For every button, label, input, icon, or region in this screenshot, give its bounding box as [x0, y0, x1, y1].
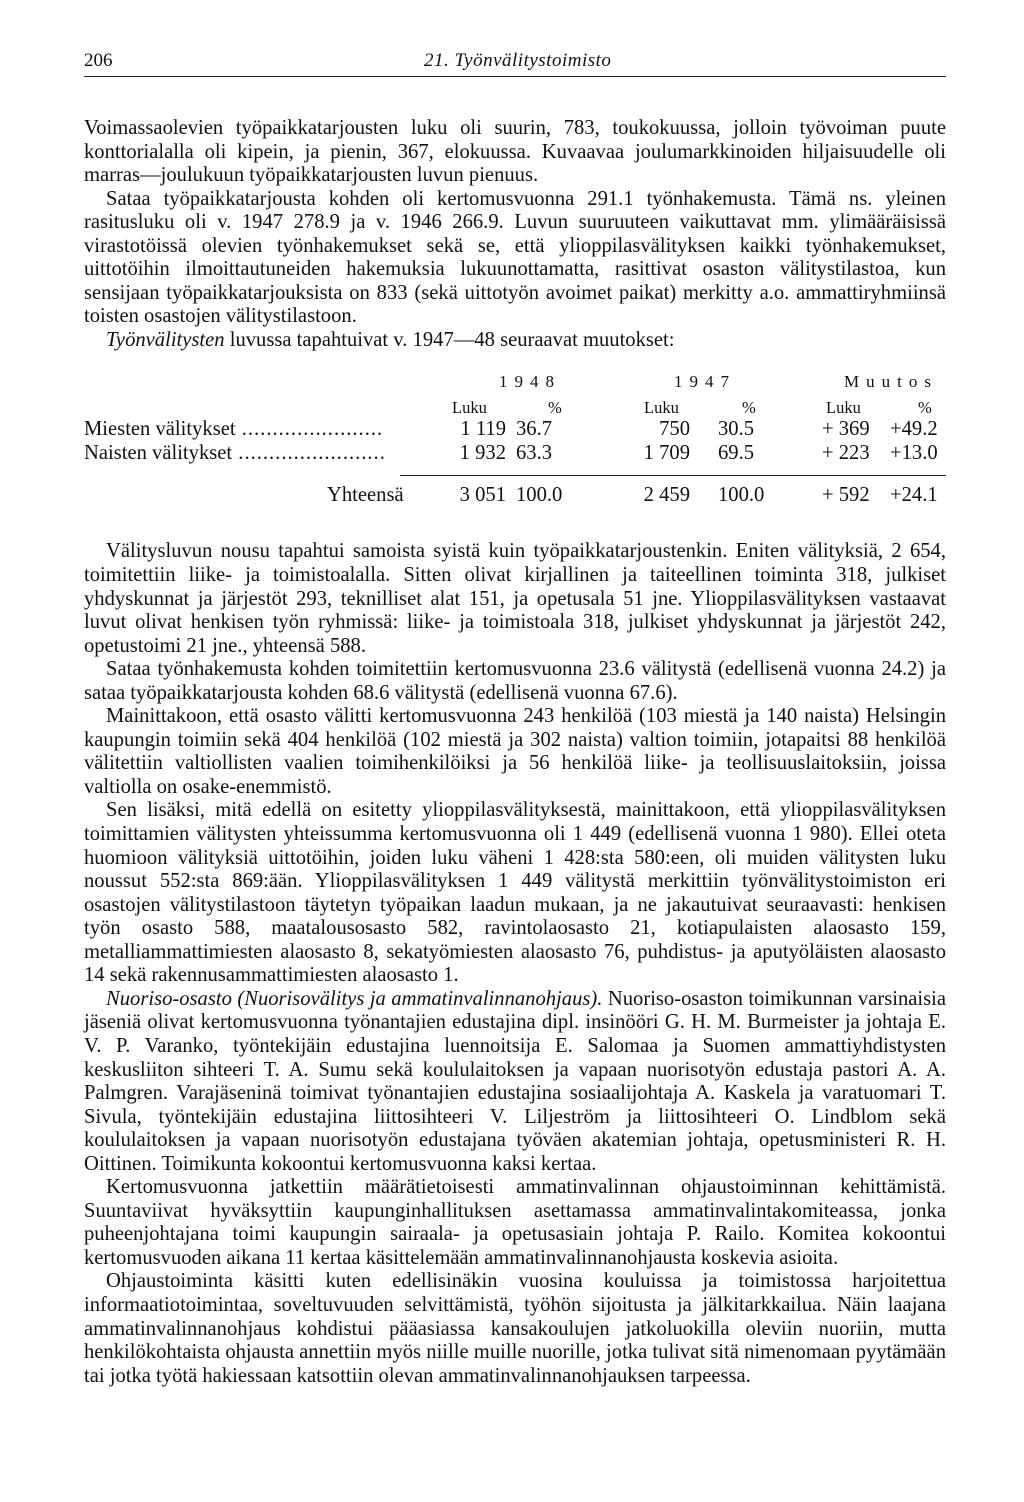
col-luku-change: Luku — [826, 398, 861, 418]
table-cell: +24.1 — [890, 484, 938, 507]
paragraph-placement-growth: Välitysluvun nousu tapahtui samoista syistä kuin työpaikkatarjoustenkin. Eniten välityksiä, 2 654, toimitettiin liike- ja toimistoalalla. Sitten olivat kirjallinen ja taiteellinen toiminta 318, julkiset yhdyskunnat ja järjestöt 293, teknilliset alat 151, ja opetusala 51 jne. Ylioppilasvälityksen vastaavat luvut olivat henkisen työn ryhmissä: liike- ja toimistoala 318, julkiset yhdyskunnat ja järjestöt 242, opetustoimi 21 jne., yhteensä 588. — [84, 540, 946, 657]
change-header: Muutos — [844, 372, 938, 392]
table-cell: 750 — [659, 418, 690, 441]
table-cell: +49.2 — [890, 418, 938, 441]
running-header — [84, 46, 946, 77]
paragraph-student-placements: Sen lisäksi, mitä edellä on esitetty ylioppilasvälityksestä, mainittakoon, että ylioppilasvälityksen toimittamien välitysten yhteissumma kertomusvuonna oli 1 449 (edellisenä vuonna 1 980). Ellei oteta huomioon välityksiä uittotöihin, joiden luku väheni 1 428:sta 580:een, oli muiden välitysten luku noussut 552:sta 869:ään. Ylioppilasvälityksen 1 449 välitystä merkittiin työnvälitystoimiston eri osastojen välitystilastoon täytetyn työpaikan laadun mukaan, ja ne jakautuivat seuraavasti: henkisen työn osasto 588, maatalousosasto 582, ravintolaosasto 21, kotiapulaisten alaosasto 159, metalliammattimiesten alaosasto 8, sekatyömiesten alaosasto 76, puhdistus- ja aputyöläisten alaosasto 14 sekä rakennusammattimiesten alaosasto 1. — [84, 799, 946, 987]
paragraph-placements-intro — [84, 329, 946, 353]
document-page — [84, 46, 946, 1388]
table-row-label-men: Miesten välitykset ..... — [84, 418, 384, 442]
table-cell: 63.3 — [516, 442, 553, 465]
table-cell: 36.7 — [516, 418, 553, 441]
table-total-label: Yhteensä — [327, 484, 404, 507]
chapter-title: 21. Työnvälitystoimisto — [424, 50, 612, 71]
table-cell: + 369 — [822, 418, 870, 441]
table-cell: 2 459 — [643, 484, 690, 507]
paragraph-placement-rates: Sataa työnhakemusta kohden toimitettiin kertomusvuonna 23.6 välitystä (edellisenä vuonna 24.2) ja sataa työpaikkatarjousta kohden 68.6 välitystä (edellisenä vuonna 67.6). — [84, 658, 946, 704]
table-cell: 1 119 — [460, 418, 506, 441]
table-cell: 100.0 — [718, 484, 765, 507]
col-luku-1948: Luku — [452, 398, 487, 418]
col-pct-change: % — [918, 398, 932, 418]
table-cell: +13.0 — [890, 442, 938, 465]
col-pct-1947: % — [742, 398, 756, 418]
table-cell: + 223 — [822, 442, 870, 465]
table-cell: 69.5 — [718, 442, 755, 465]
placements-lead: Työnvälitysten — [106, 328, 225, 351]
table-cell: 1 709 — [643, 442, 690, 465]
page-number: 206 — [84, 50, 113, 71]
youth-section-text: Nuoriso-osaston toimikunnan varsinaisia jäseniä olivat kertomusvuonna työnantajien edustajina dipl. insinööri G. H. M. Burmeister ja johtaja E. V. P. Varanko, työntekijäin edustajina luennoitsija E. Salomaa ja Suomen ammattiyhdistysten keskusliiton sihteeri T. A. Sumu sekä koululaitoksen ja vapaan nuorisotyön edustaja pastori A. A. Palmgren. Varajäseninä toimivat työnantajien edustajina sosiaalijohtaja A. Kaskela ja varatuomari T. Sivula, työntekijäin edustajina liittosihteeri V. Liljeström ja liittosihteeri O. Lindblom sekä koululaitoksen ja vapaan nuorisotyön edustajana työväen akatemian johtaja, opetusministeri R. H. Oittinen. Toimikunta kokoontui kertomusvuonna kaksi kertaa. — [84, 987, 946, 1175]
youth-section-heading: Nuoriso-osasto (Nuorisovälitys ja ammatinvalinnanohjaus). — [106, 987, 603, 1010]
table-cell: 100.0 — [516, 484, 563, 507]
paragraph-youth-section — [84, 988, 946, 1176]
table-cell: + 592 — [822, 484, 870, 507]
col-luku-1947: Luku — [644, 398, 679, 418]
paragraph-city-state-jobs: Mainittakoon, että osasto välitti kertomusvuonna 243 henkilöä (103 miestä ja 140 naista) Helsingin kaupungin toimiin sekä 404 henkilöä (102 miestä ja 302 naista) valtion toimiin, jotapaitsi 88 henkilöä välitettiin valtiollisten vaalien toimihenkilöiksi ja 56 henkilöä liike- ja teollisuuslaitoksiin, joissa valtiolla on osake-enemmistö. — [84, 705, 946, 798]
year-1947-header: 1947 — [674, 372, 736, 392]
year-1948-header: 1948 — [499, 372, 561, 392]
table-cell: 30.5 — [718, 418, 755, 441]
paragraph-guidance-development: Kertomusvuonna jatkettiin määrätietoisesti ammatinvalinnan ohjaustoiminnan kehittämistä. Suuntaviivat hyväksyttiin kaupunginhallituksen asettamassa ammatinvalintakomiteassa, jonka puheenjohtajana toimi kaupungin sairaala- ja opetusasiain johtaja P. Railo. Komitea kokoontui kertomusvuoden aikana 11 kertaa käsittelemään ammatinvalinnanohjausta koskevia asioita. — [84, 1176, 946, 1269]
table-row-label-women: Naisten välitykset ..... — [84, 442, 384, 466]
table-cell: 1 932 — [459, 442, 506, 465]
paragraph-job-offers: Voimassaolevien työpaikkatarjousten luku oli suurin, 783, toukokuussa, jolloin työvoiman puute konttorialalla oli kipein, ja pienin, 367, elokuussa. Kuvaavaa joulumarkkinoiden hiljaisuudelle oli marras—joulukuun työpaikkatarjousten luvun pienuus. — [84, 117, 946, 187]
placements-table — [84, 366, 946, 522]
paragraph-burden-ratio: Sataa työpaikkatarjousta kohden oli kertomusvuonna 291.1 työnhakemusta. Tämä ns. yleinen rasitusluku oli v. 1947 278.9 ja v. 1946 266.9. Luvun suuruuteen vaikuttavat mm. ylimääräisissä virastotöissä olevien työnhakemukset sekä se, että ylioppilasvälityksen kaikki työnhakemukset, uittotöihin ilmoittautuneiden hakemuksia lukuunottamatta, rasittivat osaston välitystilastoa, kun sensijaan työpaikkatarjouksista on 833 (sekä uittotyön avoimet paikat) merkitty a.o. ammattiryhmiinsä toisten osastojen välitystilastoon. — [84, 187, 946, 328]
body-text — [84, 117, 946, 1388]
placements-rest: luvussa tapahtuivat v. 1947—48 seuraavat muutokset: — [224, 328, 675, 351]
paragraph-guidance-activities: Ohjaustoiminta käsitti kuten edellisinäkin vuosina kouluissa ja toimistossa harjoitettua informaatiotoimintaa, soveltuvuuden selvittämistä, työhön sijoitusta ja jälkitarkkailua. Näin laajana ammatinvalinnanohjaus kohdistui pääasiassa kansakoulujen jatkoluokilla oleviin nuoriin, mutta henkilökohtaista ohjausta annettiin myös niille muille nuorille, jotka tulivat sitä nimenomaan pyytämään tai jotka työtä hakiessaan katsottiin olevan ammatinvalinnanohjauksen tarpeessa. — [84, 1270, 946, 1387]
col-pct-1948: % — [548, 398, 562, 418]
total-rule — [400, 475, 946, 476]
table-cell: 3 051 — [459, 484, 506, 507]
